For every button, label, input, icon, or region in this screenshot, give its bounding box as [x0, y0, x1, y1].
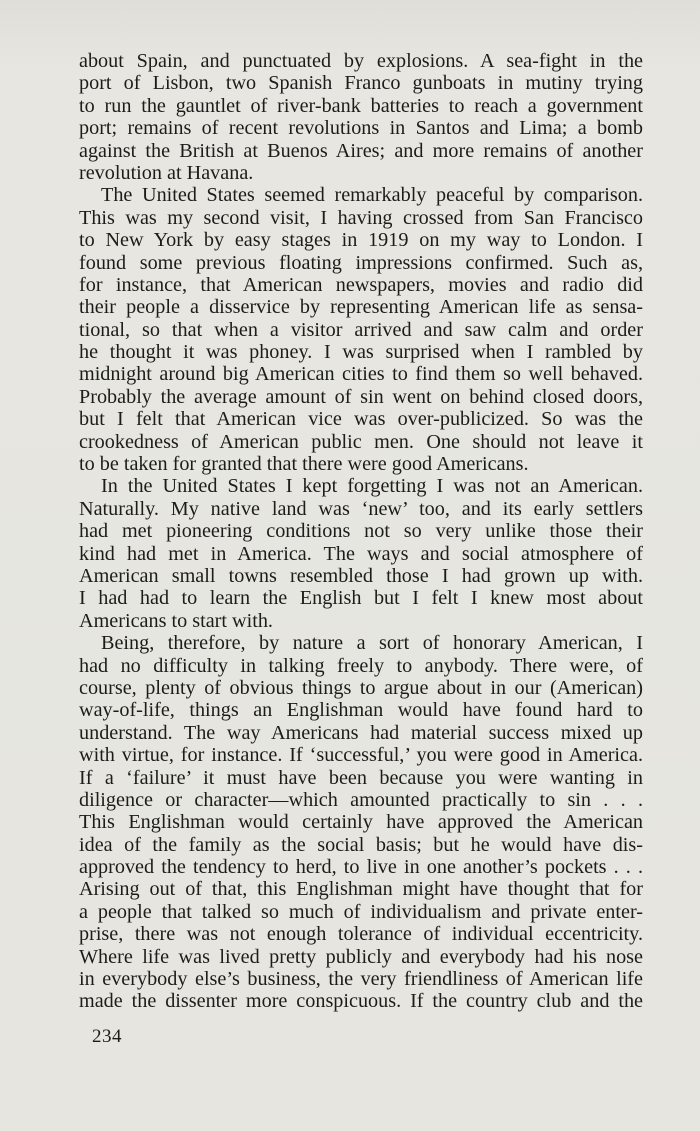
text-line: Probably the average amount of sin went on behind closed doors, — [79, 385, 643, 408]
text-line: crookedness of American public men. One should not leave it — [79, 430, 643, 453]
text-line: way-of-life, things an Englishman would have found hard to — [79, 699, 643, 722]
text-line: in everybody else’s business, the very friendliness of American life — [79, 968, 643, 991]
text-line: Where life was lived pretty publicly and everybody had his nose — [79, 945, 643, 968]
text-line: tional, so that when a visitor arrived and saw calm and order — [79, 318, 643, 341]
text-line: port of Lisbon, two Spanish Franco gunboats in mutiny trying — [79, 72, 643, 95]
text-line: kind had met in America. The ways and social atmosphere of — [79, 542, 643, 565]
text-line: with virtue, for instance. If ‘successful,’ you were good in America. — [79, 744, 643, 767]
text-line: their people a disservice by representing American life as sensa- — [79, 296, 643, 319]
text-line: midnight around big American cities to find them so well behaved. — [79, 363, 643, 386]
text-line: made the dissenter more conspicuous. If the country club and the — [79, 990, 643, 1013]
text-line: about Spain, and punctuated by explosions. A sea-fight in the — [79, 50, 643, 72]
text-line: I had had to learn the English but I felt I knew most about — [79, 587, 643, 610]
text-line: This Englishman would certainly have approved the American — [79, 811, 643, 834]
text-line: understand. The way Americans had material success mixed up — [79, 721, 643, 744]
text-line: In the United States I kept forgetting I was not an American. — [101, 475, 643, 498]
text-line: The United States seemed remarkably peaceful by comparison. — [101, 184, 643, 207]
text-line: Naturally. My native land was ‘new’ too, and its early settlers — [79, 497, 643, 520]
text-line: approved the tendency to herd, to live in one another’s pockets . . . — [79, 856, 643, 879]
text-line: course, plenty of obvious things to argue about in our (American) — [79, 676, 643, 699]
text-line: revolution at Havana. — [79, 161, 254, 184]
text-line: American small towns resembled those I had grown up with. — [79, 564, 643, 587]
text-line: Americans to start with. — [79, 609, 273, 632]
text-line: found some previous floating impressions confirmed. Such as, — [79, 251, 643, 274]
text-line: a people that talked so much of individualism and private enter- — [79, 900, 643, 923]
text-line: This was my second visit, I having crossed from San Francisco — [79, 206, 643, 229]
text-line: had met pioneering conditions not so very unlike those their — [79, 520, 643, 543]
text-line: he thought it was phoney. I was surprised when I rambled by — [79, 341, 643, 364]
text-line: against the British at Buenos Aires; and more remains of another — [79, 139, 643, 162]
text-line: idea of the family as the social basis; but he would have dis- — [79, 833, 643, 856]
text-line: to be taken for granted that there were good Americans. — [79, 453, 529, 476]
text-line: Arising out of that, this Englishman might have thought that for — [79, 878, 643, 901]
text-line: prise, there was not enough tolerance of individual eccentricity. — [79, 923, 643, 946]
text-line: port; remains of recent revolutions in Santos and Lima; a bomb — [79, 117, 643, 140]
text-line: If a ‘failure’ it must have been because you were wanting in — [79, 766, 643, 789]
text-line: to run the gauntlet of river-bank batteries to reach a government — [79, 94, 643, 117]
body-text — [79, 50, 643, 1013]
text-line: diligence or character—which amounted practically to sin . . . — [79, 788, 643, 811]
text-line: to New York by easy stages in 1919 on my way to London. I — [79, 229, 643, 252]
text-line: but I felt that American vice was over-publicized. So was the — [79, 408, 643, 431]
text-line: had no difficulty in talking freely to anybody. There were, of — [79, 654, 643, 677]
page-number: 234 — [92, 1026, 122, 1047]
text-line: Being, therefore, by nature a sort of honorary American, I — [101, 632, 643, 655]
text-line: for instance, that American newspapers, movies and radio did — [79, 273, 643, 296]
